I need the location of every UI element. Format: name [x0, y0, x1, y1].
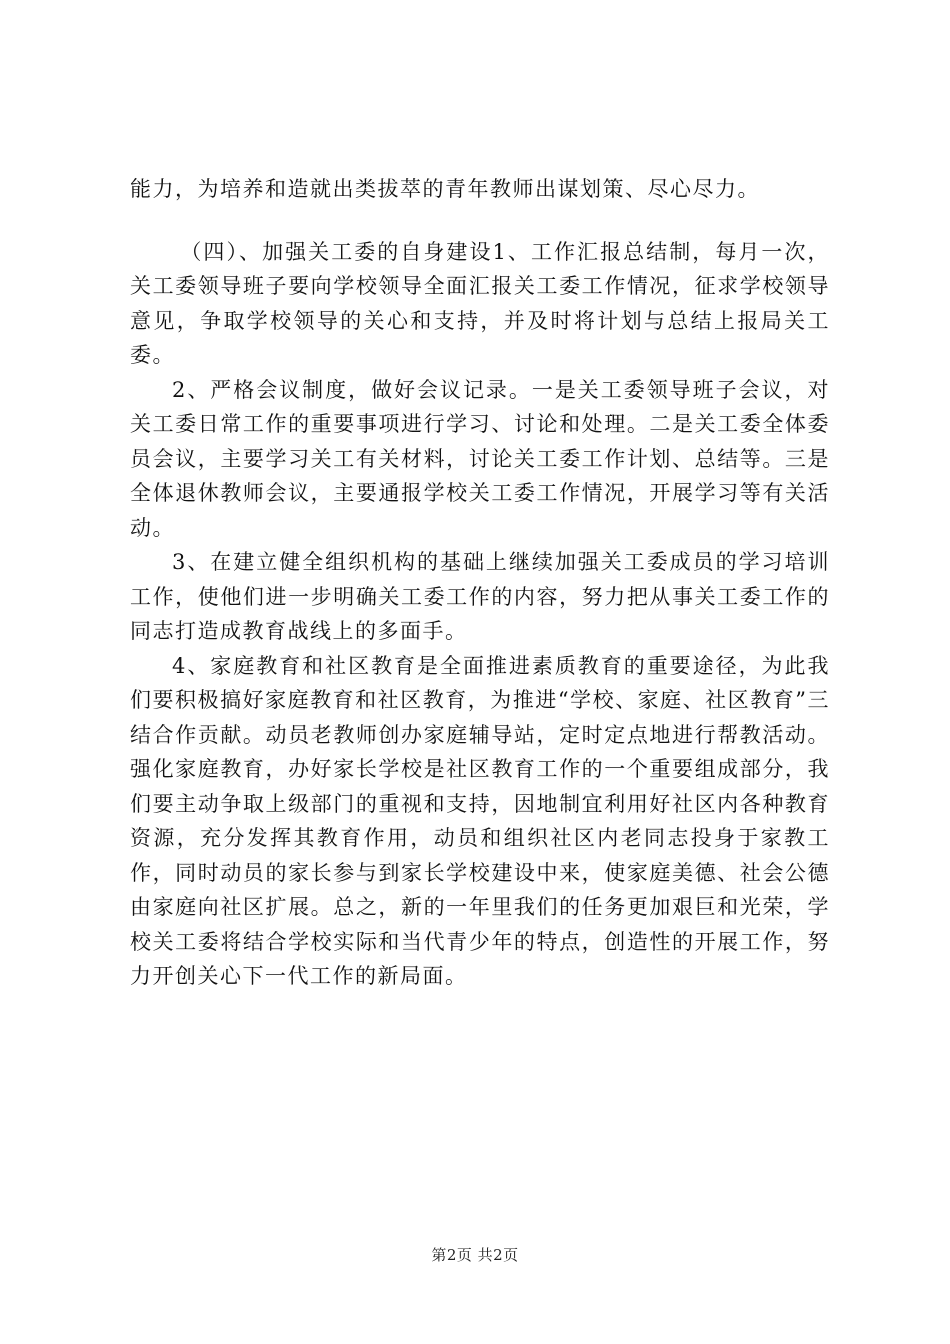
document-body	[130, 172, 830, 994]
paragraph-section-four: （四）、加强关工委的自身建设1、工作汇报总结制，每月一次，关工委领导班子要向学校领导全面汇报关工委工作情况，征求学校领导意见，争取学校领导的关心和支持，并及时将计划与总结上报局关工委。	[130, 239, 830, 367]
paragraph-item-2: 2、严格会议制度，做好会议记录。一是关工委领导班子会议，对关工委日常工作的重要事项进行学习、讨论和处理。二是关工委全体委员会议，主要学习关工有关材料，讨论关工委工作计划、总结等。三是全体退休教师会议，主要通报学校关工委工作情况，开展学习等有关活动。	[130, 377, 830, 540]
paragraph-item-4: 4、家庭教育和社区教育是全面推进素质教育的重要途径，为此我们要积极搞好家庭教育和社区教育，为推进“学校、家庭、社区教育”三结合作贡献。动员老教师创办家庭辅导站，定时定点地进行帮教活动。强化家庭教育，办好家长学校是社区教育工作的一个重要组成部分，我们要主动争取上级部门的重视和支持，因地制宜利用好社区内各种教育资源，充分发挥其教育作用，动员和组织社区内老同志投身于家教工作，同时动员的家长参与到家长学校建设中来，使家庭美德、社会公德由家庭向社区扩展。总之，新的一年里我们的任务更加艰巨和光荣，学校关工委将结合学校实际和当代青少年的特点，创造性的开展工作，努力开创关心下一代工作的新局面。	[130, 653, 830, 988]
paragraph-item-3: 3、在建立健全组织机构的基础上继续加强关工委成员的学习培训工作，使他们进一步明确关工委工作的内容，努力把从事关工委工作的同志打造成教育战线上的多面手。	[130, 550, 830, 643]
page-footer: 第2页 共2页	[431, 1246, 519, 1264]
paragraph-continuation: 能力，为培养和造就出类拔萃的青年教师出谋划策、尽心尽力。	[130, 177, 760, 201]
